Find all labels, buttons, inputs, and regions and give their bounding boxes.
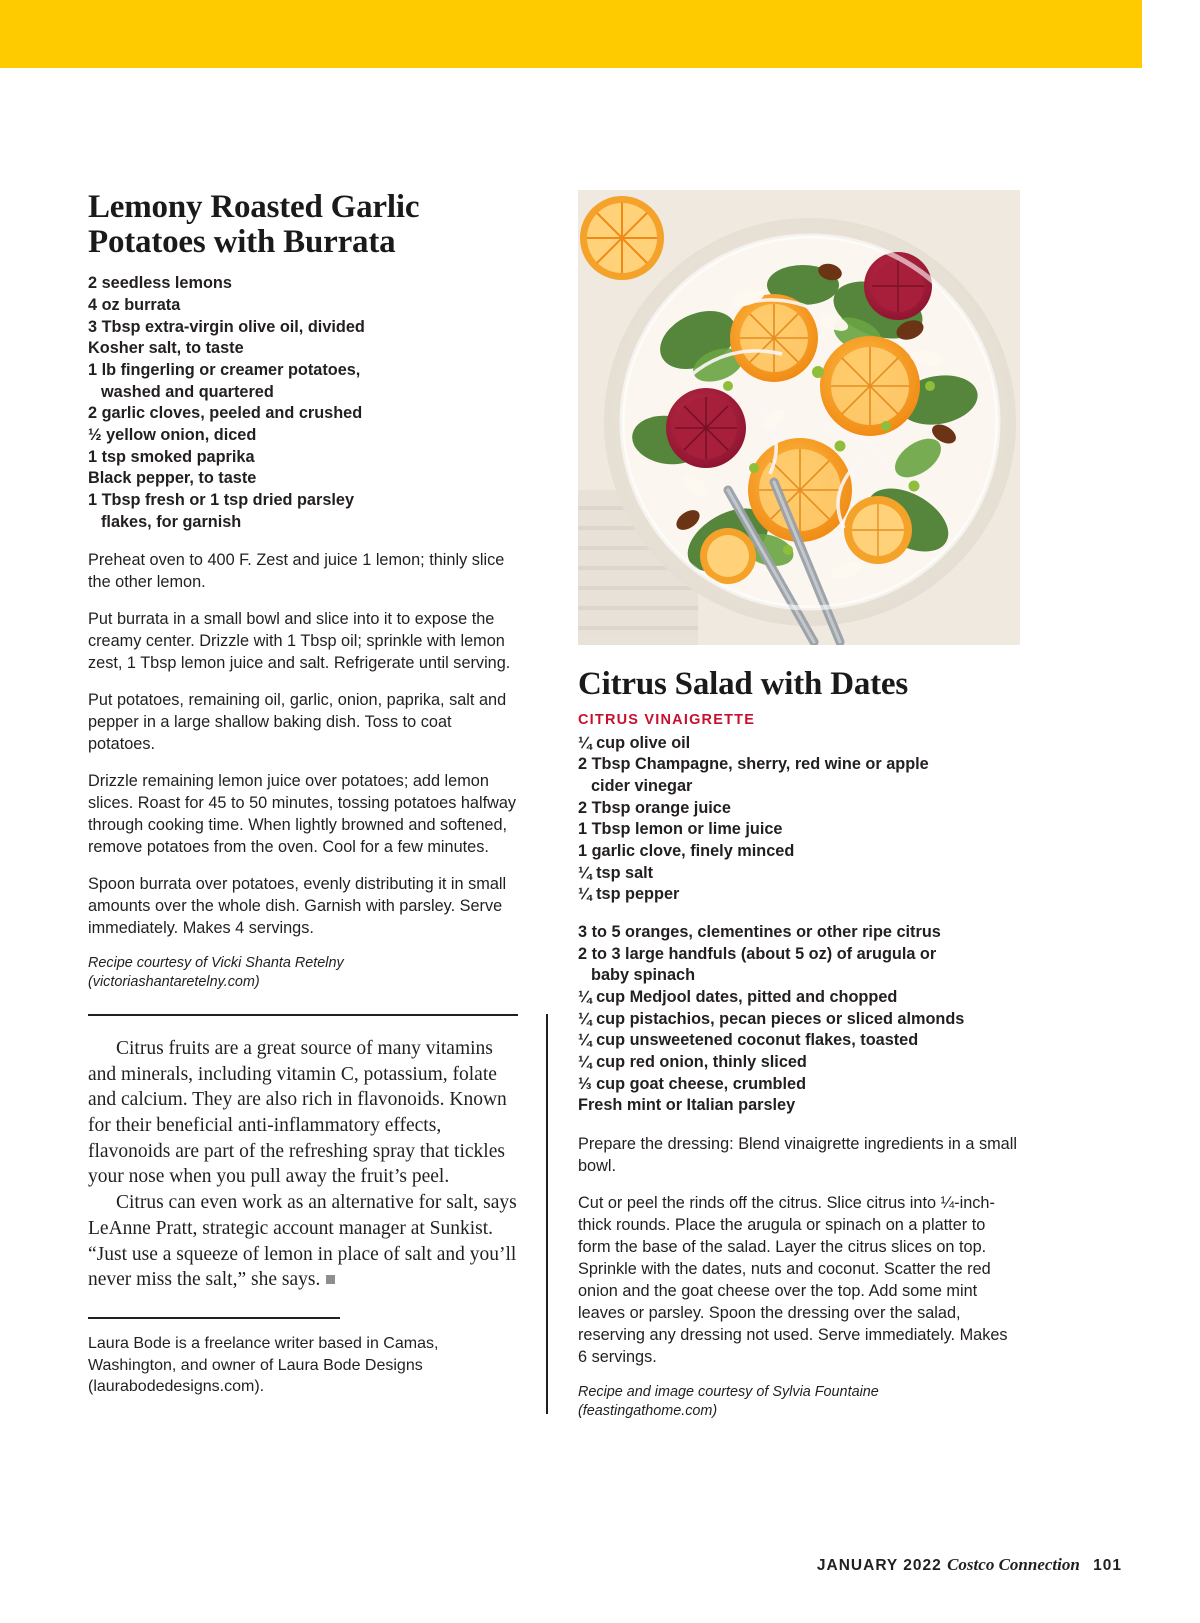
left-ingredient-11: flakes, for garnish [101,512,242,531]
left-ingredient-6: 2 garlic cloves, peeled and crushed [88,404,363,423]
vinaigrette-ingredient-list [578,733,1020,906]
left-ingredient-3: Kosher salt, to taste [88,339,244,358]
top-band-right-white [1142,0,1200,68]
right-recipe-credit: Recipe and image courtesy of Sylvia Fountaine (feastingathome.com) [578,1384,879,1419]
salad-ingredient-3: ¼ cup Medjool dates, pitted and chopped [578,988,898,1007]
vinaigrette-ingredient-7: ¼ tsp pepper [578,885,680,904]
page-title: Lemony Roasted Garlic Potatoes with Burrata [88,189,420,260]
salad-ingredient-6: ¼ cup red onion, thinly sliced [578,1053,807,1072]
vinaigrette-ingredient-3: 2 Tbsp orange juice [578,798,731,817]
left-ingredient-1: 4 oz burrata [88,295,181,314]
left-ingredient-8: 1 tsp smoked paprika [88,447,255,466]
sidebar-top-rule [88,1014,518,1016]
salad-ingredient-2: baby spinach [591,966,696,985]
footer-page-number: 101 [1093,1557,1122,1574]
left-ingredient-7: ½ yellow onion, diced [88,425,257,444]
author-bio: Laura Bode is a freelance writer based in Camas, Washington, and owner of Laura Bode Designs (laurabodedesigns.com). [88,1335,439,1396]
vinaigrette-ingredient-0: ¼ cup olive oil [578,733,691,752]
left-recipe-credit: Recipe courtesy of Vicki Shanta Retelny (victoriashantaretelny.com) [88,955,344,991]
left-ingredient-9: Black pepper, to taste [88,469,257,488]
left-step-5: Spoon burrata over potatoes, evenly distributing it in small amounts over the whole dish. Garnish with parsley. Serve immediately. Makes 4 servings. [88,875,507,938]
sidebar-paragraph-2 [88,1190,518,1293]
footer-magazine-name: Costco Connection [947,1555,1080,1574]
end-of-article-square-icon [326,1275,335,1284]
right-column [578,190,1020,1421]
salad-ingredient-8: Fresh mint or Italian parsley [578,1096,796,1115]
sidebar-paragraph-2-text: Citrus can even work as an alternative for salt, says LeAnne Pratt, strategic account manager at Sunkist. “Just use a squeeze of lemon in place of salt and you’ll never miss the salt,” she says. [88,1192,517,1291]
page-footer [817,1555,1122,1575]
vinaigrette-ingredient-1: 2 Tbsp Champagne, sherry, red wine or apple [578,755,929,774]
left-step-1: Preheat oven to 400 F. Zest and juice 1 lemon; thinly slice the other lemon. [88,551,505,592]
right-recipe-title: Citrus Salad with Dates [578,666,909,702]
column-divider-rule [546,1014,548,1414]
salad-ingredient-5: ¼ cup unsweetened coconut flakes, toasted [578,1031,919,1050]
bio-rule [88,1317,340,1319]
footer-date: JANUARY 2022 [816,1557,942,1574]
left-ingredient-4: 1 lb fingerling or creamer potatoes, [88,360,361,379]
salad-ingredient-1: 2 to 3 large handfuls (about 5 oz) of arugula or [578,944,937,963]
citrus-sidebar [88,1036,518,1293]
left-column [88,190,518,1398]
top-yellow-band [0,0,1200,68]
vinaigrette-ingredient-4: 1 Tbsp lemon or lime juice [578,820,783,839]
salad-ingredient-4: ¼ cup pistachios, pecan pieces or sliced almonds [578,1009,965,1028]
vinaigrette-ingredient-2: cider vinegar [591,776,693,795]
right-step-2: Cut or peel the rinds off the citrus. Slice citrus into ¼-inch-thick rounds. Place the arugula or spinach on a platter to form the base of the salad. Layer the citrus slices on top. Sprinkle with the dates, nuts and coconut. Scatter the red onion and the goat cheese over the top. Add some mint leaves or parsley. Spoon the dressing over the salad, reserving any dressing not used. Serve immediately. Makes 6 servings. [578,1194,1008,1367]
salad-ingredient-7: ⅓ cup goat cheese, crumbled [578,1074,807,1093]
left-ingredient-2: 3 Tbsp extra-virgin olive oil, divided [88,317,365,336]
citrus-salad-photo [578,190,1020,645]
left-ingredient-5: washed and quartered [101,382,274,401]
right-step-1: Prepare the dressing: Blend vinaigrette ingredients in a small bowl. [578,1135,1017,1176]
salad-ingredient-list [578,922,1020,1117]
vinaigrette-ingredient-6: ¼ tsp salt [578,863,654,882]
left-step-4: Drizzle remaining lemon juice over potatoes; add lemon slices. Roast for 45 to 50 minutes, tossing potatoes halfway through cooking time. When lightly browned and softened, remove potatoes from the oven. Cool for a few minutes. [88,772,517,857]
left-ingredient-10: 1 Tbsp fresh or 1 tsp dried parsley [88,491,355,509]
left-ingredient-0: 2 seedless lemons [88,274,232,293]
left-step-3: Put potatoes, remaining oil, garlic, onion, paprika, salt and pepper in a large shallow baking dish. Toss to coat potatoes. [88,691,507,754]
citrus-salad-illustration [578,190,1020,645]
left-step-2: Put burrata in a small bowl and slice into it to expose the creamy center. Drizzle with 1 Tbsp oil; sprinkle with lemon zest, 1 Tbsp lemon juice and salt. Refrigerate until serving. [88,610,511,673]
sidebar-paragraph-1: Citrus fruits are a great source of many vitamins and minerals, including vitamin C, potassium, folate and calcium. They are also rich in flavonoids. Known for their beneficial anti-inflammatory effects, flavonoids are part of the refreshing spray that tickles your nose when you pull away the fruit’s peel. [88,1037,507,1188]
salad-ingredient-0: 3 to 5 oranges, clementines or other ripe citrus [578,923,941,942]
vinaigrette-subhead: CITRUS VINAIGRETTE [578,711,756,728]
vinaigrette-ingredient-5: 1 garlic clove, finely minced [578,842,795,860]
left-ingredient-list [88,273,518,533]
